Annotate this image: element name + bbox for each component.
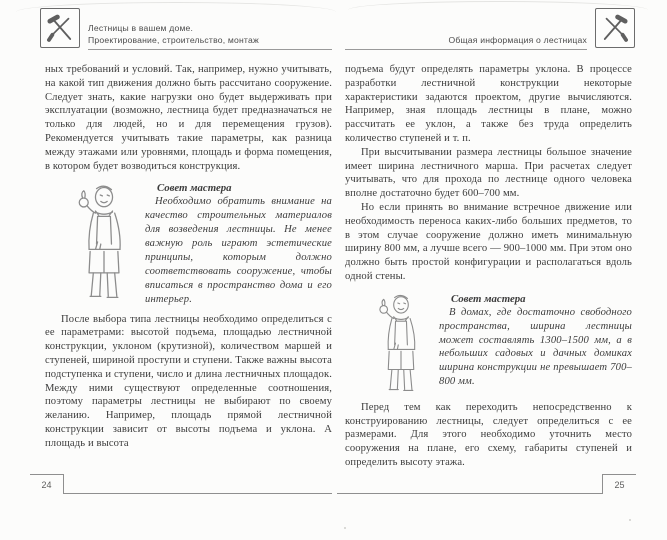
book-subtitle: Проектирование, строительство, монтаж [88, 34, 259, 45]
paragraph: ных требований и условий. Так, например, нужно учитывать, на какой тип движения должно быть рассчитано сооружение. Следует знать, какие нагрузки оно будет выдерживать при эксплуатации (возможно, лестница будет предназначаться не только для людей, но и для перемещения грузов). Рекомендуется учитывать такие параметры, как разница между этажами или уровнями, площадь и форма помещения, в котором будет возводиться конструкция. [45, 64, 332, 172]
page-right [345, 8, 635, 470]
text-column-left [40, 63, 332, 451]
chapter-title: Общая информация о лестницах [448, 34, 587, 45]
page-header-left [40, 8, 332, 50]
page-left [40, 8, 332, 451]
book-title: Лестницы в вашем доме. [88, 23, 194, 33]
paragraph: подъема будут определять параметры уклона. В процессе разработки лестничной конструкции некоторые характеристики задаются проектом, другие вычисляются. Например, зная площадь лестницы в плане, можно рассчитать ее уклон, а также без труда определить количество ступеней и т. п. [345, 64, 632, 144]
scan-artifact [344, 527, 346, 529]
footer-left [30, 474, 332, 494]
text-column-right [345, 63, 635, 470]
running-head-right [345, 35, 587, 47]
paragraph: После выбора типа лестницы необходимо определиться с ее параметрами: высотой подъема, площадью лестничной конструкции, уклоном (крутизной), количеством маршей и ступеней, шириной проступи и ступени. Также важны высота подступенка и ступени, число и длина лестничных площадок. Между ними существуют определенные соотношения, поэтому параметры лестницы не выбирают по своему желанию. Например, площадь прямой лестничной конструкции зависит от высоты подъема и уклона. А площадь и высота [45, 313, 332, 449]
running-head-rule [345, 8, 587, 50]
paragraph: Перед тем как переходить непосредственно к конструированию лестницы, следует определиться с ее размерами. Для этого необходимо уточнить место сооружения на плане, его схему, габариты ступеней и определить высоту этажа. [345, 401, 632, 468]
footer-rule [337, 493, 602, 494]
advice-heading: Совет мастера [451, 292, 526, 305]
footer-right [337, 474, 636, 494]
running-head-rule [88, 8, 332, 50]
master-advice-block [345, 291, 632, 395]
scan-artifact [629, 519, 631, 521]
master-advice-block [45, 180, 332, 306]
page-number: 24 [30, 474, 64, 494]
crossed-hammer-chisel-icon [40, 8, 80, 48]
page-header-right [345, 8, 635, 50]
footer-rule [64, 493, 332, 494]
advice-text: В домах, где достаточно свободного пространства, ширина лестницы может составлять 1300–1500 мм, а в небольших садовых и дачных домиках ширина конструкции не превышает 700–800 мм. [439, 306, 632, 388]
running-head-left [88, 23, 332, 46]
craftsman-thumbs-up-illustration [72, 182, 136, 304]
paragraph: Но если принять во внимание встречное движение или необходимость переноса каких-либо больших предметов, то в этом случае сооружение должно иметь минимальную ширину 800 мм, а лучше всего — 900–1000 мм. При этом оно должно быть простой конфигурации и располагаться вдоль одной стены. [345, 201, 632, 282]
crossed-hammer-chisel-icon [595, 8, 635, 48]
advice-text: Необходимо обратить внимание на качество строительных материалов для возведения лестницы. Не менее важную роль играют эстетические принципы, которым должно соответствовать сооружение, чтобы вписаться в пространство дома и его интерьер. [145, 196, 332, 305]
advice-heading: Совет мастера [157, 182, 232, 195]
page-number: 25 [602, 474, 636, 494]
paragraph: При высчитывании размера лестницы большое значение имеет ширина лестничного марша. При расчетах следует учитывать, что для прохода по лестнице одного человека вполне достаточно будет 600–700 мм. [345, 146, 632, 200]
craftsman-thumbs-up-illustration [372, 293, 430, 395]
